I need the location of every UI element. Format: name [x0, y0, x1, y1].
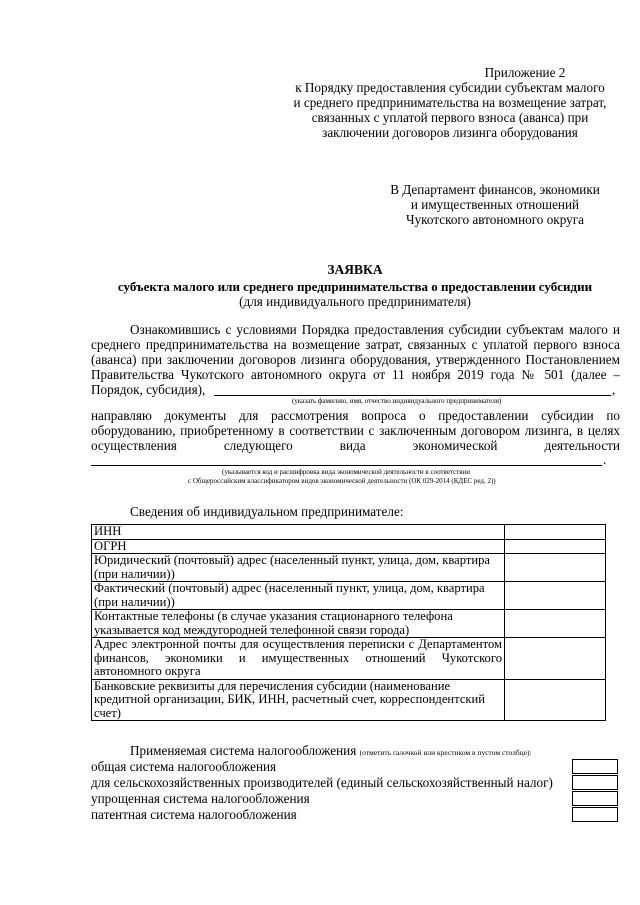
row-label: Контактные телефоны (в случае указания стационарного телефона указывается код междугородней телефонной связи города) [92, 610, 505, 638]
annex-line-5: заключении договоров лизинга оборудования [322, 125, 578, 140]
intro-line-5-text: Порядок, субсидия), [91, 382, 206, 397]
title-note: (для индивидуального предпринимателя) [239, 294, 471, 309]
table-row [92, 539, 606, 554]
value-cell[interactable] [505, 525, 606, 540]
value-cell[interactable] [505, 554, 606, 582]
annex-line-1: Приложение 2 [484, 65, 566, 80]
tax-option-checkbox[interactable] [572, 807, 618, 822]
tax-option [91, 759, 631, 774]
intro-line-5-comma: , [612, 382, 616, 397]
value-cell[interactable] [505, 610, 606, 638]
row-label: Адрес электронной почты для осуществления переписки с Департаментом финансов, экономики и имущественных отношений Чукотского автономного округа [92, 638, 505, 680]
hint-okved-2: с Общероссийским классификатором видов экономической деятельности (ОК 029-2014 (КДЕС ред. 2)) [188, 477, 496, 485]
info-heading: Сведения об индивидуальном предпринимателе: [130, 504, 404, 519]
tax-option [91, 807, 631, 822]
annex-line-2: к Порядку предоставления субсидии субъектам малого [295, 80, 605, 95]
document-title [90, 262, 620, 309]
table-row [92, 679, 606, 721]
addressee-line-3: Чукотского автономного округа [406, 212, 584, 227]
intro-line-5 [91, 382, 205, 397]
tax-heading-note: (отметить галочкой или крестиком в пустом столбце): [359, 748, 532, 757]
title-subtitle: субъекта малого или среднего предпринимательства о предоставлении субсидии [117, 279, 593, 294]
intro-line-9-dot: . [603, 452, 607, 467]
intro-line-6: направляю документы для рассмотрения вопроса о предоставлении субсидии по [91, 408, 620, 423]
row-label: Фактический (почтовый) адрес (населенный пункт, улица, дом, квартира (при наличии)) [92, 582, 505, 610]
entrepreneur-info-table [91, 524, 606, 721]
tax-option [91, 775, 631, 790]
table-row [92, 638, 606, 680]
hint-fio: (указать фамилию, имя, отчество индивидуального предпринимателя) [292, 397, 502, 405]
tax-option-checkbox[interactable] [572, 759, 618, 774]
value-cell[interactable] [505, 539, 606, 554]
intro-line-1: Ознакомившись с условиями Порядка предоставления субсидии субъектам малого и [130, 322, 620, 337]
row-label: ОГРН [92, 539, 505, 554]
intro-line-3: (аванса) при заключении договоров лизинга оборудования, утвержденного Постановлением [91, 352, 620, 367]
addressee-line-2: и имущественных отношений [410, 197, 580, 212]
intro-line-8: осуществления следующего вида экономической деятельности [91, 438, 620, 453]
tax-option-label: патентная система налогообложения [91, 807, 297, 822]
table-row [92, 525, 606, 540]
tax-heading: Применяемая система налогообложения [130, 743, 357, 758]
value-cell[interactable] [505, 638, 606, 680]
addressee [360, 182, 630, 227]
tax-option [91, 791, 631, 806]
value-cell[interactable] [505, 679, 606, 721]
table-row [92, 610, 606, 638]
table-row [92, 582, 606, 610]
intro-line-7: оборудованию, приобретенному в соответствии с заключенным договором лизинга, в целях [91, 423, 620, 438]
fio-field[interactable] [214, 395, 611, 396]
row-label: ИНН [92, 525, 505, 540]
addressee-line-1: В Департамент финансов, экономики [390, 182, 600, 197]
row-label: Юридический (почтовый) адрес (населенный пункт, улица, дом, квартира (при наличии)) [92, 554, 505, 582]
okved-field[interactable] [91, 465, 602, 466]
value-cell[interactable] [505, 582, 606, 610]
title-main: ЗАЯВКА [327, 262, 383, 277]
intro-line-4: Правительства Чукотского автономного округа от 11 ноября 2019 года № 501 (далее – [91, 367, 620, 382]
tax-heading-line [130, 743, 532, 760]
intro-line-2: среднего предпринимательства на возмещение затрат, связанных с уплатой первого взноса [91, 337, 620, 352]
tax-option-label: общая система налогообложения [91, 759, 277, 774]
hint-okved-1: (указывается код и расшифровка вида экономической деятельности в соответствии [222, 468, 471, 476]
tax-option-checkbox[interactable] [572, 791, 618, 806]
tax-option-checkbox[interactable] [572, 775, 618, 790]
tax-option-label: упрощенная система налогообложения [91, 791, 310, 806]
annex-line-4: связанных с уплатой первого взноса (аванса) при [311, 110, 589, 125]
tax-option-label: для сельскохозяйственных производителей (единый сельскохозяйственный налог) [91, 775, 553, 790]
annex-line-3: и среднего предпринимательства на возмещение затрат, [293, 95, 607, 110]
annex-header [280, 65, 620, 140]
row-label: Банковские реквизиты для перечисления субсидии (наименование кредитной организации, БИК, ИНН, расчетный счет, корреспондентский счет) [92, 679, 505, 721]
table-row [92, 554, 606, 582]
